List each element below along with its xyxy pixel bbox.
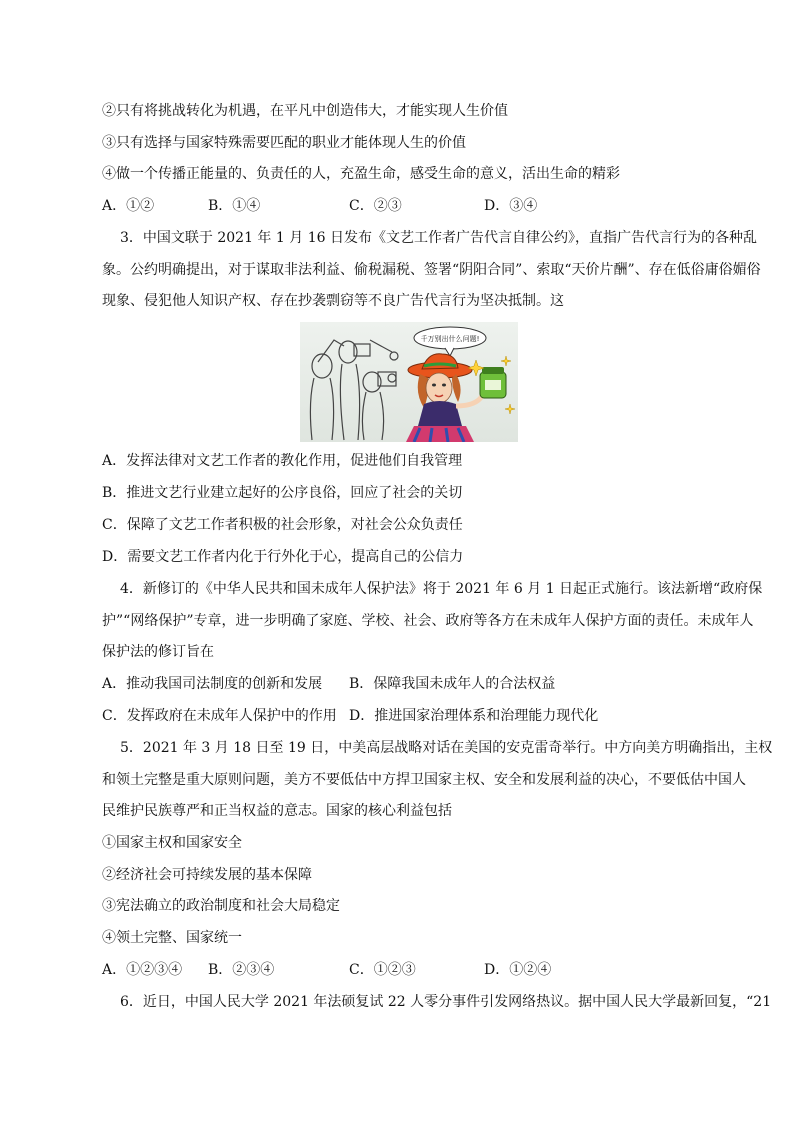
q4-option-a: A．推动我国司法制度的创新和发展: [102, 676, 323, 692]
q5-statement-1: ①国家主权和国家安全: [102, 835, 242, 851]
q2-option-a: A．①②: [102, 198, 155, 214]
q2-statement-4: ④做一个传播正能量的、负责任的人，充盈生命，感受生命的意义，活出生命的精彩: [102, 166, 620, 182]
q6-stem-line-1: 6．近日，中国人民大学 2021 年法硕复试 22 人零分事件引发网络热议。据中国人民大学最新回复，“21: [120, 994, 772, 1010]
q5-statement-4: ④领土完整、国家统一: [102, 930, 242, 946]
q3-stem-line-2: 象。公约明确提出，对于谋取非法利益、偷税漏税、签署“阴阳合同”、索取“天价片酬”、存在低俗庸俗媚俗: [102, 262, 761, 278]
celebrity-endorsement-cartoon: [300, 322, 518, 442]
q2-option-c: C．②③: [349, 198, 402, 214]
q5-stem-line-2: 和领土完整是重大原则问题，美方不要低估中方捍卫国家主权、安全和发展利益的决心，不要低估中国人: [102, 772, 746, 788]
q5-stem-line-3: 民维护民族尊严和正当权益的意志。国家的核心利益包括: [102, 803, 452, 819]
cartoon-bubble-text: 千万别出什么问题!: [420, 335, 480, 343]
q4-stem-line-3: 保护法的修订旨在: [102, 644, 214, 660]
q4-option-b: B．保障我国未成年人的合法权益: [349, 676, 556, 692]
q4-stem-line-1: 4．新修订的《中华人民共和国未成年人保护法》将于 2021 年 6 月 1 日起正式施行。该法新增“政府保: [120, 581, 763, 597]
q5-statement-3: ③宪法确立的政治制度和社会大局稳定: [102, 898, 340, 914]
q2-option-b: B．①④: [208, 198, 261, 214]
q3-stem-line-3: 现象、侵犯他人知识产权、存在抄袭剽窃等不良广告代言行为坚决抵制。这: [102, 293, 564, 309]
q3-option-a: A．发挥法律对文艺工作者的教化作用，促进他们自我管理: [102, 453, 463, 469]
q2-statement-2: ②只有将挑战转化为机遇，在平凡中创造伟大，才能实现人生价值: [102, 103, 508, 119]
q5-option-b: B．②③④: [208, 962, 275, 978]
q3-option-c: C．保障了文艺工作者积极的社会形象，对社会公众负责任: [102, 517, 463, 533]
q4-stem-line-2: 护”“网络保护”专章，进一步明确了家庭、学校、社会、政府等各方在未成年人保护方面的责任。未成年人: [102, 613, 754, 629]
q5-statement-2: ②经济社会可持续发展的基本保障: [102, 867, 312, 883]
q2-option-d: D．③④: [484, 198, 538, 214]
q4-option-d: D．推进国家治理体系和治理能力现代化: [349, 708, 599, 724]
q3-option-d: D．需要文艺工作者内化于行外化于心，提高自己的公信力: [102, 549, 464, 565]
q5-option-a: A．①②③④: [102, 962, 183, 978]
q5-option-d: D．①②④: [484, 962, 552, 978]
q4-option-c: C．发挥政府在未成年人保护中的作用: [102, 708, 337, 724]
q5-option-c: C．①②③: [349, 962, 416, 978]
q5-stem-line-1: 5．2021 年 3 月 18 日至 19 日，中美高层战略对话在美国的安克雷奇举行。中方向美方明确指出，主权: [120, 740, 773, 756]
q3-stem-line-1: 3．中国文联于 2021 年 1 月 16 日发布《文艺工作者广告代言自律公约》，直指广告代言行为的各种乱: [120, 230, 757, 246]
q3-option-b: B．推进文艺行业建立起好的公序良俗，回应了社会的关切: [102, 485, 463, 501]
q2-statement-3: ③只有选择与国家特殊需要匹配的职业才能体现人生的价值: [102, 135, 466, 151]
